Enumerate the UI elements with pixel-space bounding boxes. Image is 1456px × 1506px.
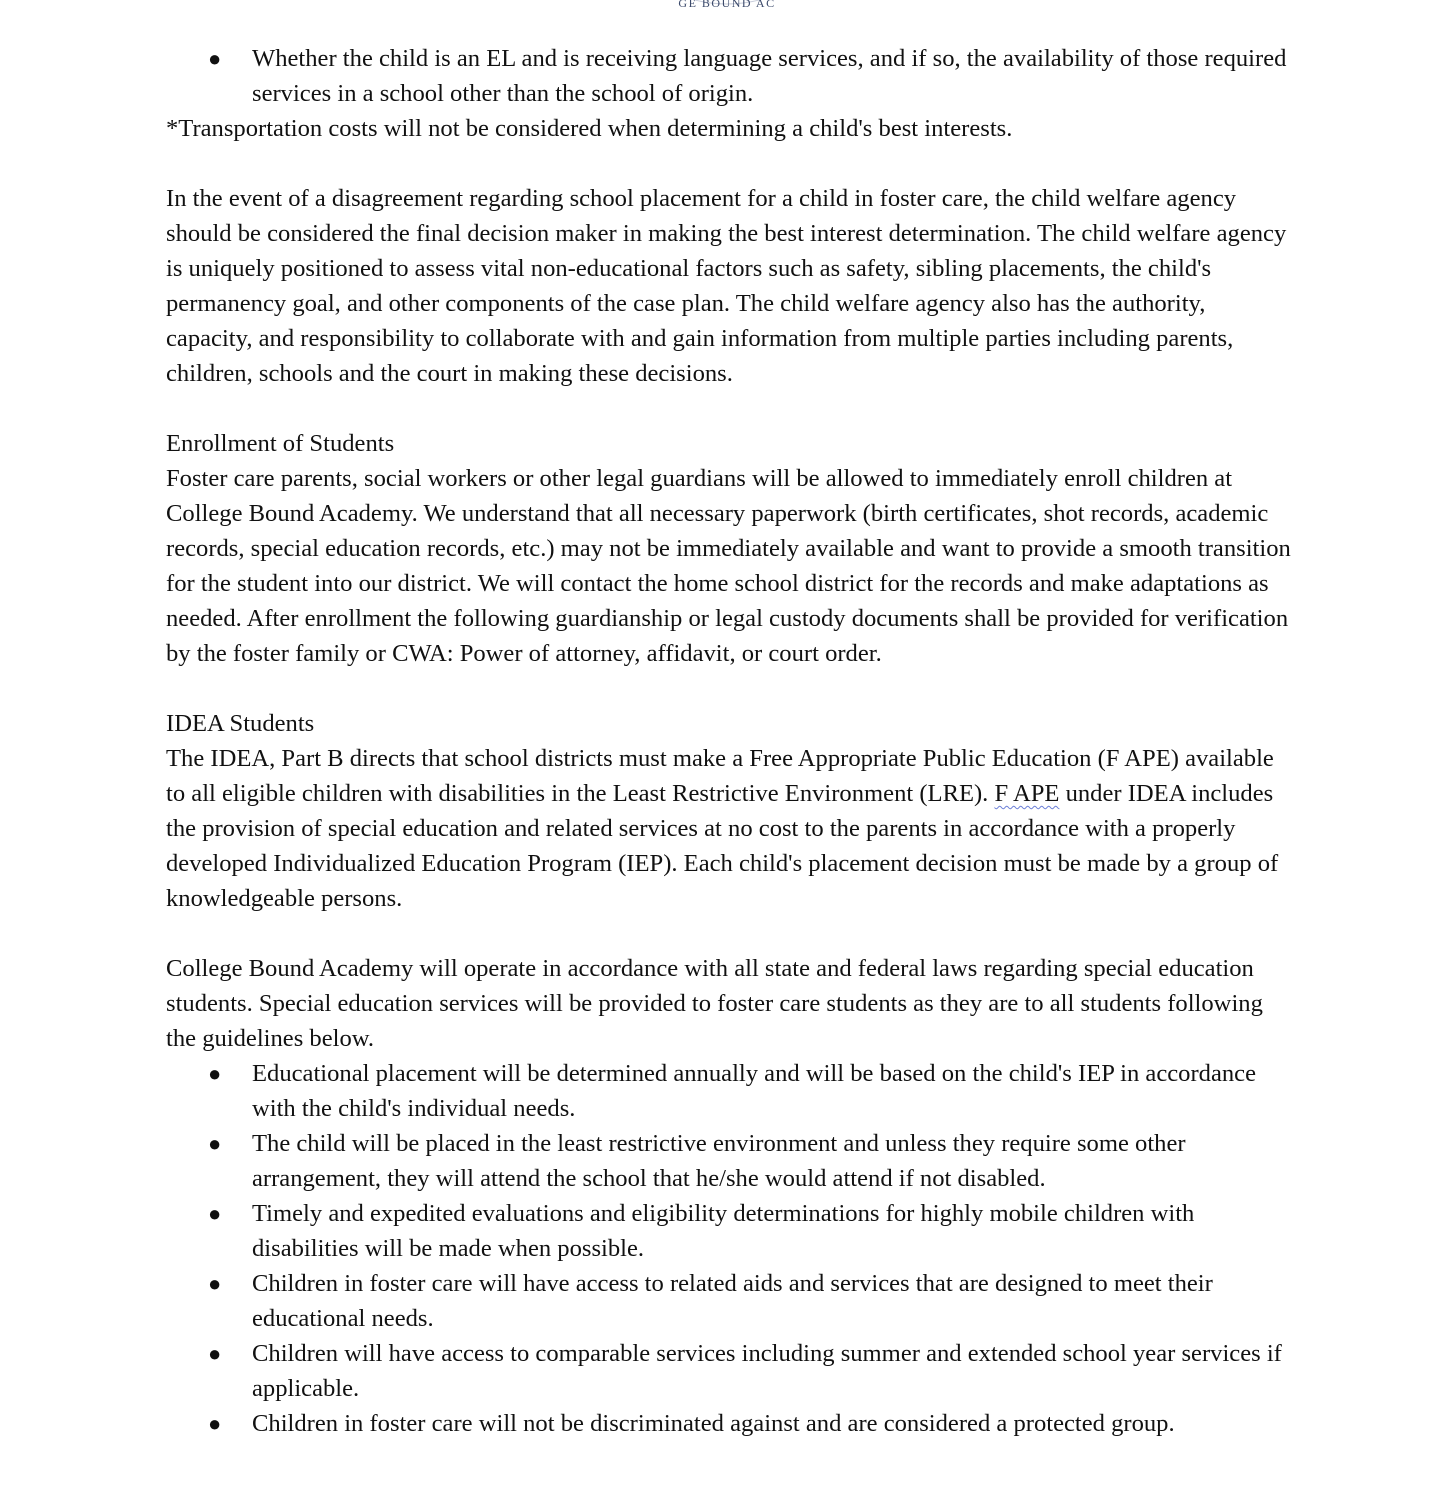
cba-paragraph: College Bound Academy will operate in accordance with all state and federal laws regarding special education students. Special education services will be provided to foster care students as they are to all students following the guidelines below. bbox=[166, 955, 1263, 1052]
idea-text-part1: The IDEA, Part B directs that school districts must make a Free Appropriate Public Education (F APE) available to all eligible children with disabilities in the Least Restrictive Environment (LRE). bbox=[166, 745, 1274, 807]
enrollment-heading: Enrollment of Students bbox=[166, 430, 395, 457]
list-item-text: Educational placement will be determined annually and will be based on the child's IEP in accordance with the child's individual needs. bbox=[252, 1060, 1256, 1122]
idea-text-part2: under IDEA includes the provision of special education and related services at no cost to the parents in accordance with a properly developed Individualized Education Program (IEP). Each child's placement decision must be made by a group of knowledgeable persons. bbox=[166, 780, 1279, 912]
bullet-icon: ● bbox=[208, 46, 222, 71]
top-bullet-list bbox=[166, 41, 1296, 111]
bullet-icon: ● bbox=[208, 1341, 222, 1366]
list-item bbox=[166, 41, 1296, 111]
list-item bbox=[166, 1056, 1296, 1126]
list-item-text: Timely and expedited evaluations and eligibility determinations for highly mobile children with disabilities will be made when possible. bbox=[252, 1200, 1195, 1262]
list-item-text: Children in foster care will not be discriminated against and are considered a protected group. bbox=[252, 1410, 1175, 1437]
guidelines-list bbox=[166, 1056, 1296, 1441]
transportation-note: *Transportation costs will not be considered when determining a child's best interests. bbox=[166, 115, 1013, 142]
bullet-icon: ● bbox=[208, 1411, 222, 1436]
bullet-icon: ● bbox=[208, 1131, 222, 1156]
list-item bbox=[166, 1266, 1296, 1336]
spellcheck-flagged-word[interactable]: F APE bbox=[994, 780, 1060, 807]
document-page bbox=[166, 41, 1296, 1441]
bullet-icon: ● bbox=[208, 1201, 222, 1226]
list-item-text: Children in foster care will have access to related aids and services that are designed to meet their educational needs. bbox=[252, 1270, 1213, 1332]
disagreement-paragraph: In the event of a disagreement regarding school placement for a child in foster care, the child welfare agency should be considered the final decision maker in making the best interest determination. The child welfare agency is uniquely positioned to assess vital non-educational factors such as safety, sibling placements, the child's permanency goal, and other components of the case plan. The child welfare agency also has the authority, capacity, and responsibility to collaborate with and gain information from multiple parties including parents, children, schools and the court in making these decisions. bbox=[166, 185, 1287, 387]
bullet-icon: ● bbox=[208, 1061, 222, 1086]
list-item bbox=[166, 1126, 1296, 1196]
bullet-icon: ● bbox=[208, 1271, 222, 1296]
list-item-text: Children will have access to comparable services including summer and extended school year services if applicable. bbox=[252, 1340, 1282, 1402]
idea-heading: IDEA Students bbox=[166, 710, 315, 737]
list-item bbox=[166, 1336, 1296, 1406]
enrollment-paragraph: Foster care parents, social workers or other legal guardians will be allowed to immediately enroll children at College Bound Academy. We understand that all necessary paperwork (birth certificates, shot records, academic records, special education records, etc.) may not be immediately available and want to provide a smooth transition for the student into our district. We will contact the home school district for the records and make adaptations as needed. After enrollment the following guardianship or legal custody documents shall be provided for verification by the foster family or CWA: Power of attorney, affidavit, or court order. bbox=[166, 465, 1291, 667]
seal-text: GE BOUND AC bbox=[678, 0, 776, 10]
list-item bbox=[166, 1406, 1296, 1441]
list-item-text: The child will be placed in the least restrictive environment and unless they require some other arrangement, they will attend the school that he/she would attend if not disabled. bbox=[252, 1130, 1186, 1192]
list-item bbox=[166, 1196, 1296, 1266]
list-item-text: Whether the child is an EL and is receiving language services, and if so, the availability of those required services in a school other than the school of origin. bbox=[252, 45, 1287, 107]
school-seal-fragment bbox=[672, 0, 782, 16]
idea-paragraph bbox=[166, 741, 1296, 916]
